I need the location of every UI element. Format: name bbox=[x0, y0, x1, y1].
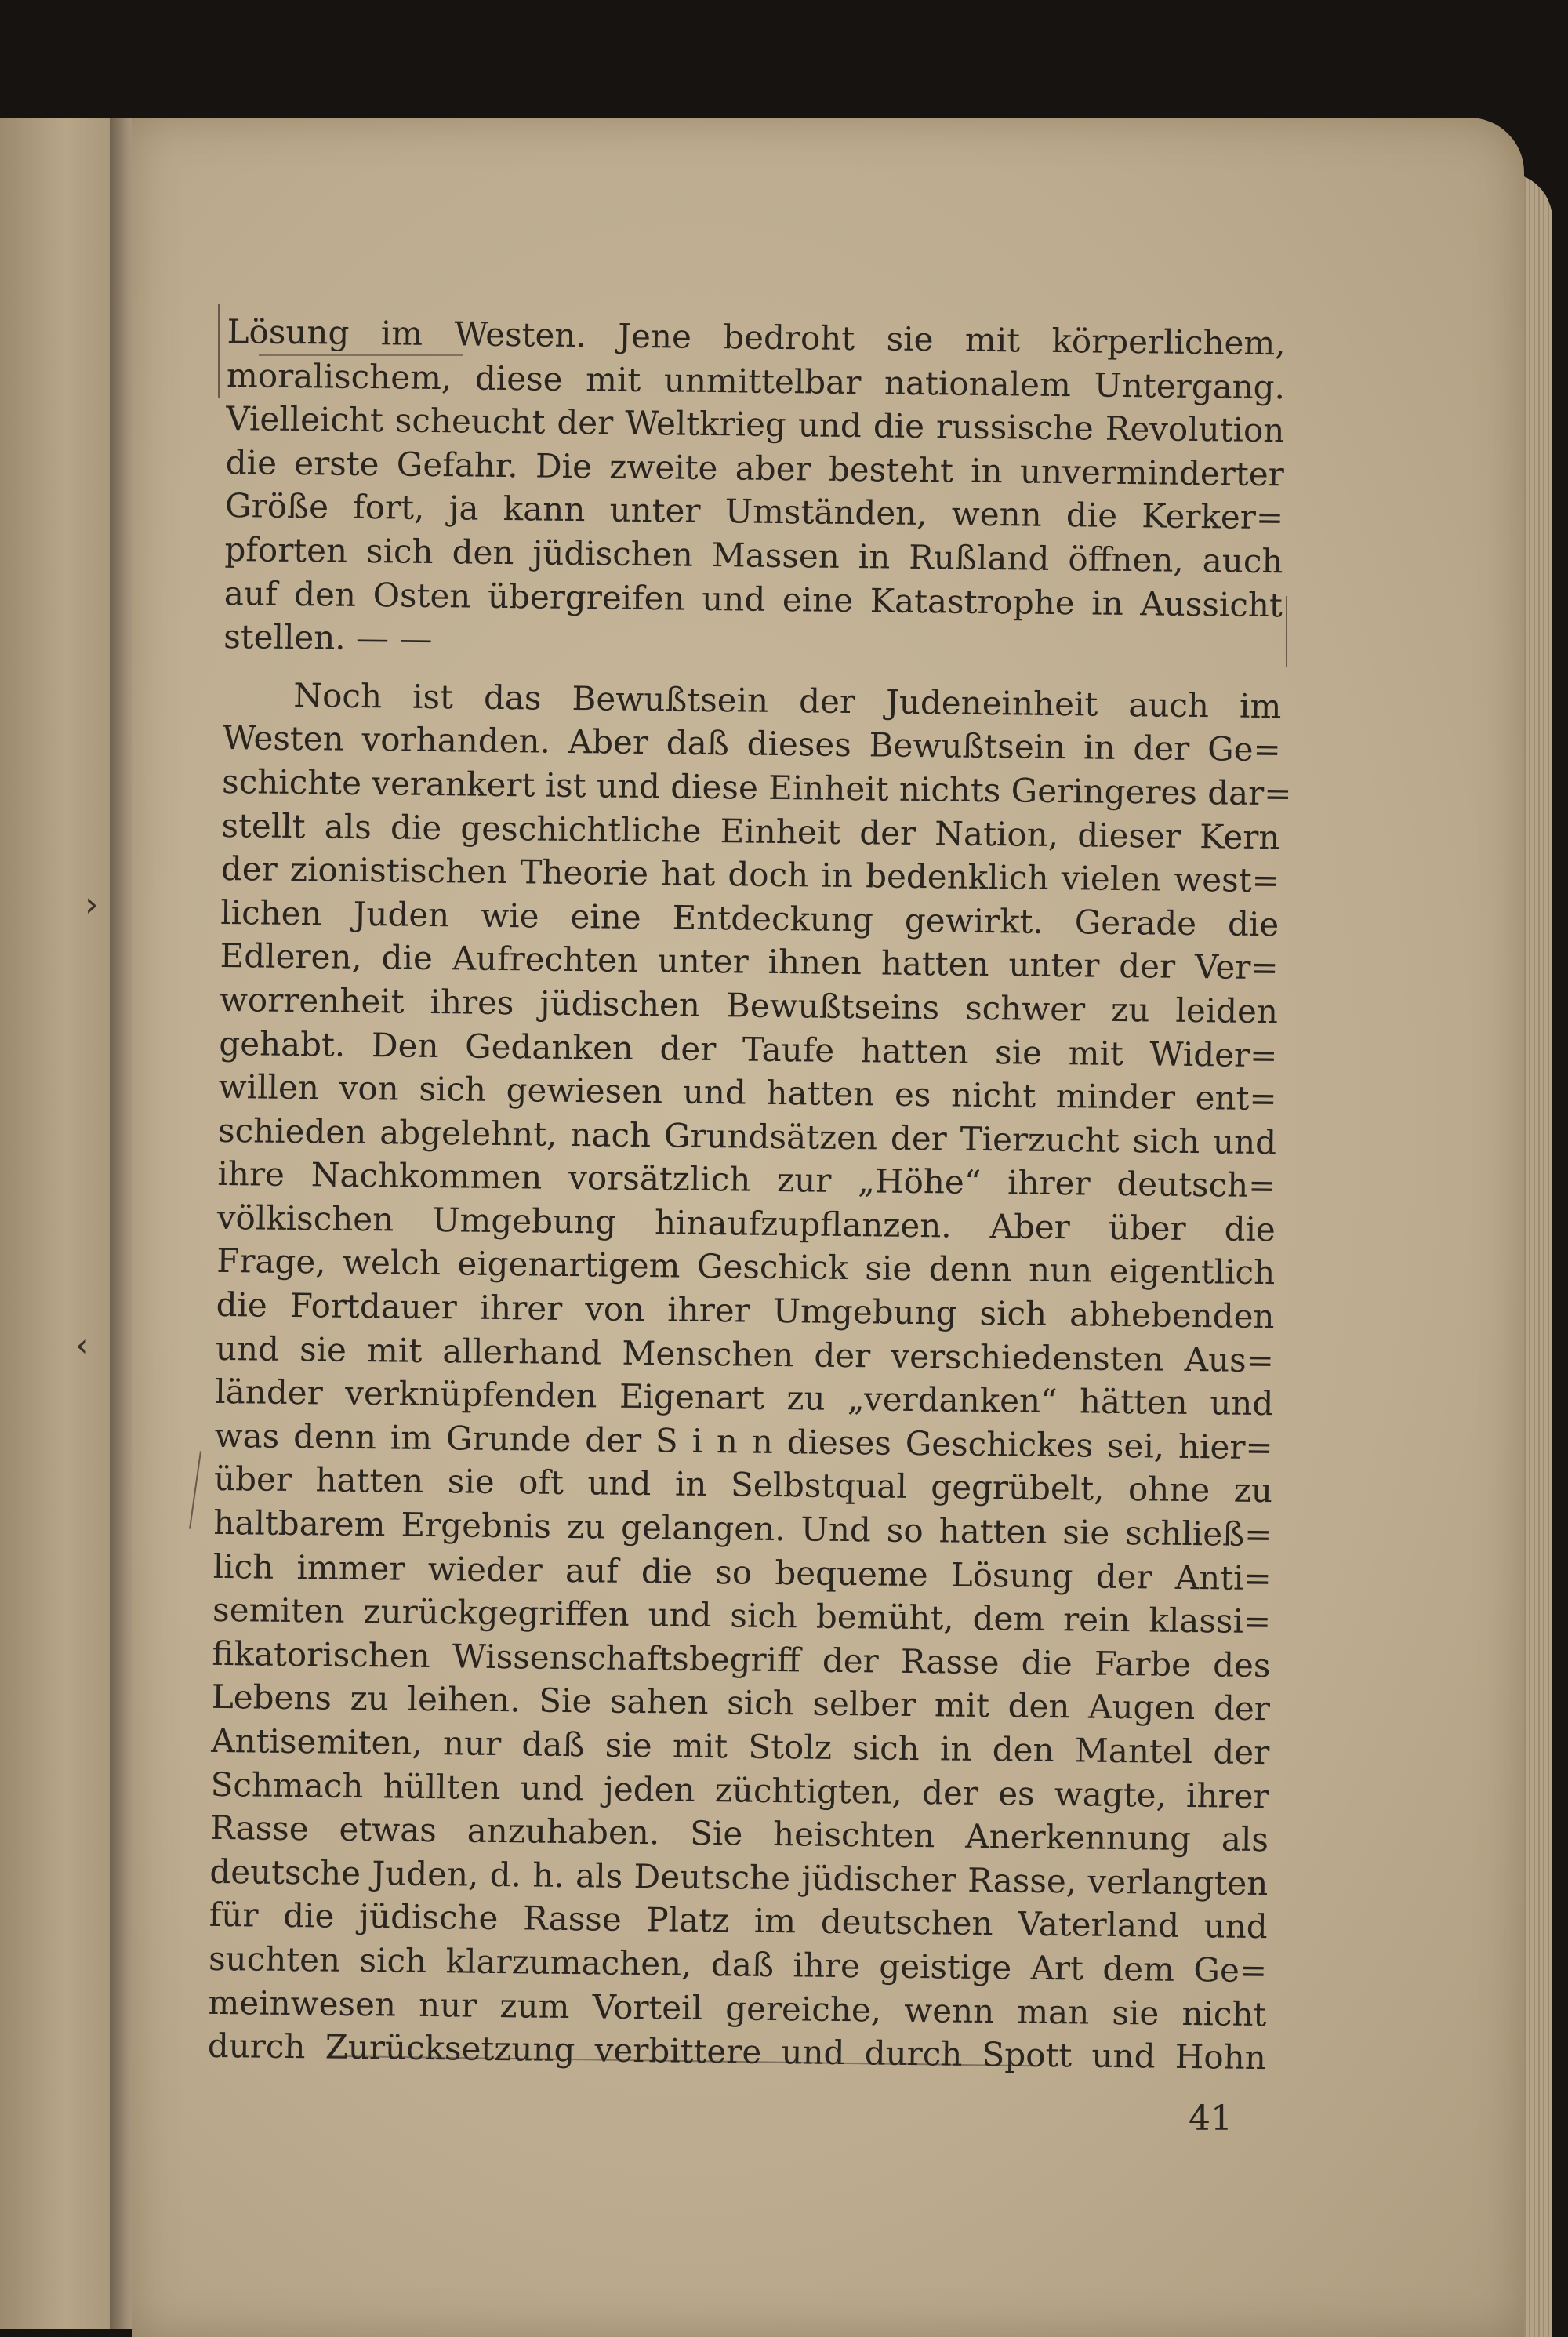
text-line: schichte verankert ist und diese Einheit nichts Geringeres dar= bbox=[221, 761, 1292, 813]
text-line: über hatten sie oft und in Selbstqual gegrübelt, ohne zu bbox=[213, 1459, 1273, 1510]
text-line: schieden abgelehnt, nach Grundsätzen der Tierzucht sich und bbox=[217, 1110, 1277, 1161]
text-line: worrenheit ihres jüdischen Bewußtseins schwer zu leiden bbox=[219, 980, 1279, 1031]
text-line: für die jüdische Rasse Platz im deutschen Vaterland und bbox=[209, 1895, 1268, 1946]
text-line: Schmach hüllten und jeden züchtigten, der es wagte, ihrer bbox=[210, 1765, 1269, 1815]
text-line: Größe fort, ja kann unter Umständen, wenn die Kerker= bbox=[224, 486, 1284, 537]
text-line: die erste Gefahr. Die zweite aber besteht in unverminderter bbox=[225, 442, 1284, 494]
text-line: haltbarem Ergebnis zu gelangen. Und so hatten sie schließ= bbox=[213, 1503, 1272, 1554]
text-line: lich immer wieder auf die so bequeme Lösung der Anti= bbox=[212, 1546, 1272, 1597]
text-line: völkischen Umgebung hinaufzupflanzen. Aber über die bbox=[216, 1198, 1276, 1249]
text-line: Westen vorhanden. Aber daß dieses Bewußtsein in der Ge= bbox=[222, 718, 1281, 769]
text-line: deutsche Juden, d. h. als Deutsche jüdischer Rasse, verlangten bbox=[209, 1852, 1269, 1903]
margin-pencil-line-top bbox=[218, 304, 220, 398]
text-line: stellen. — — bbox=[223, 617, 433, 659]
text-line: Lösung im Westen. Jene bedroht sie mit körperlichem, bbox=[227, 311, 1286, 363]
text-line: auf den Osten übergreifen und eine Katastrophe in Aussicht bbox=[223, 573, 1283, 624]
text-line: moralischem, diese mit unmittelbar nationalem Untergang. bbox=[226, 355, 1286, 406]
text-line: Noch ist das Bewußtsein der Judeneinheit auch im bbox=[293, 675, 1282, 726]
margin-pencil-mark-upper: › bbox=[85, 885, 99, 925]
text-line: suchten sich klarzumachen, daß ihre geistige Art dem Ge= bbox=[208, 1939, 1268, 1990]
text-line: willen von sich gewiesen und hatten es nicht minder ent= bbox=[218, 1067, 1277, 1118]
text-line: Edleren, die Aufrechten unter ihnen hatten unter der Ver= bbox=[220, 936, 1279, 987]
text-line: was denn im Grunde der S i n n dieses Geschickes sei, hier= bbox=[214, 1416, 1273, 1467]
left-page-edge bbox=[0, 118, 118, 2329]
margin-pencil-line-right bbox=[1286, 596, 1287, 667]
text-line: Antisemiten, nur daß sie mit Stolz sich in den Mantel der bbox=[211, 1721, 1270, 1772]
text-line: Vielleicht scheucht der Weltkrieg und die russische Revolution bbox=[226, 399, 1285, 450]
page-number: 41 bbox=[1189, 2099, 1232, 2139]
text-line: Rasse etwas anzuhaben. Sie heischten Anerkennung als bbox=[209, 1808, 1269, 1859]
text-line: semiten zurückgegriffen und sich bemüht, dem rein klassi= bbox=[212, 1590, 1272, 1641]
text-line: der zionistischen Theorie hat doch in bedenklich vielen west= bbox=[220, 849, 1280, 900]
text-line: fikatorischen Wissenschaftsbegriff der Rasse die Farbe des bbox=[212, 1634, 1271, 1685]
text-line: gehabt. Den Gedanken der Taufe hatten sie mit Wider= bbox=[219, 1023, 1278, 1074]
page-text bbox=[207, 310, 1292, 2080]
text-line: die Fortdauer ihrer von ihrer Umgebung sich abhebenden bbox=[216, 1285, 1275, 1336]
text-line: ihre Nachkommen vorsätzlich zur „Höhe“ ihrer deutsch= bbox=[217, 1154, 1276, 1205]
text-line: durch Zurücksetzung verbittere und durch Spott und Hohn bbox=[207, 2026, 1267, 2077]
text-line: Lebens zu leihen. Sie sahen sich selber mit den Augen der bbox=[211, 1677, 1271, 1728]
text-line: länder verknüpfenden Eigenart zu „verdanken“ hätten und bbox=[215, 1372, 1274, 1423]
text-line: pforten sich den jüdischen Massen in Rußland öffnen, auch bbox=[224, 529, 1283, 581]
text-line: und sie mit allerhand Menschen der verschiedensten Aus= bbox=[215, 1328, 1275, 1379]
text-line: meinwesen nur zum Vorteil gereiche, wenn man sie nicht bbox=[208, 1983, 1267, 2034]
margin-pencil-mark-lower: ‹ bbox=[75, 1325, 89, 1365]
text-line: lichen Juden wie eine Entdeckung gewirkt. Gerade die bbox=[220, 892, 1279, 943]
text-line: Frage, welch eigenartigem Geschick sie denn nun eigentlich bbox=[216, 1241, 1276, 1292]
text-line: stellt als die geschichtliche Einheit der Nation, dieser Kern bbox=[221, 805, 1280, 856]
